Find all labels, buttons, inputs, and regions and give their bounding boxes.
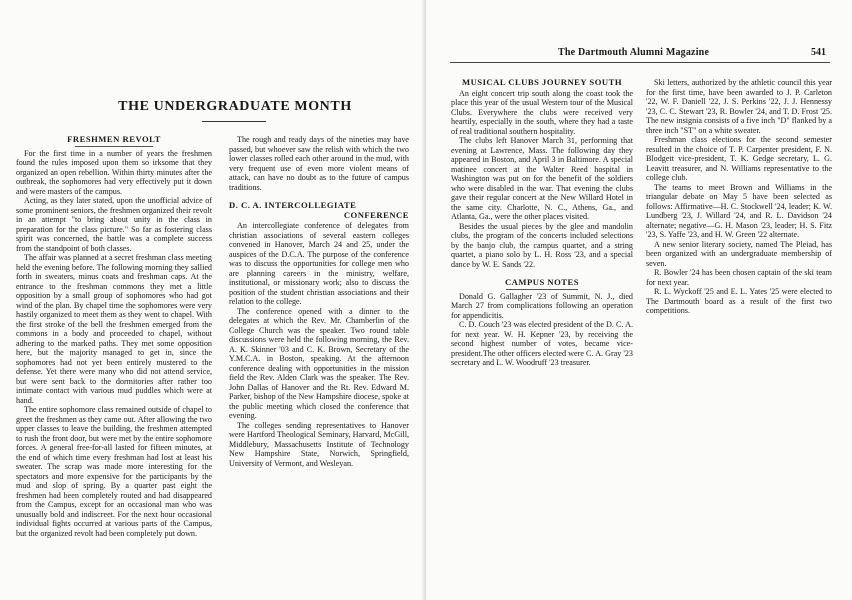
section-rule: [506, 289, 579, 290]
paragraph: Donald G. Gallagher '23 of Summit, N. J., died March 27 from complications following an operation for appendicitis.: [451, 291, 633, 320]
column-1: [16, 135, 212, 538]
paragraph: Acting, as they later stated, upon the unofficial advice of some prominent seniors, the freshmen organized their revolt in an attempt "to bring about unity in the class in preparation for the class picture." So far as fostering class spirit was concerned, the battle was a complete success from the standpoint of both classes.: [16, 196, 212, 253]
paragraph: The entire sophomore class remained outside of chapel to greet the freshmen as they came out. After allowing the two upper classes to leave the building, the freshmen attempted to rush the front door, but were met by the entire sophomore forces. A general free-for-all lasted for fifteen minutes, at the end of which time every freshman had lost at least his sweater. The scrap was made more interesting for the spectators and more expensive for the participants by the mud and slop of spring. By a quarter past eight the freshmen had been completely routed and had disappeared from the Campus, except for an occasional man who was unusually bold and indiscreet. For the next hour occasional individual fights occurred at various parts of the Campus, but the organized revolt had been completely put down.: [16, 405, 212, 538]
paragraph: Ski letters, authorized by the athletic council this year for the first time, have been awarded to J. P. Carleton '22, W. F. Daniell '22, J. S. Perkins '22, J. J. Hennessy '23, C. C. Stewart '23, R. Bowler '24, and T. D. Frost '25. The new insignia consists of a five inch "D" flanked by a three inch "ST" on a white sweater.: [646, 78, 832, 135]
page-title: THE UNDERGRADUATE MONTH: [118, 99, 352, 114]
paragraph: An eight concert trip south along the coast took the place this year of the usual Western tour of the Musical Clubs. Everywhere the clubs were received very heartily, especially in the south, where they had a taste of real traditional southern hospitality.: [451, 88, 633, 136]
section-heading-freshmen-revolt: FRESHMEN REVOLT: [67, 134, 161, 144]
section-rule: [75, 146, 153, 147]
running-head: The Dartmouth Alumni Magazine: [558, 47, 710, 58]
column-4: [646, 78, 832, 316]
section-heading-campus-notes: CAMPUS NOTES: [504, 277, 580, 287]
paragraph: For the first time in a number of years the freshmen found the rules imposed upon them so irksome that they organized an open rebellion. Within thirty minutes after the outbreak, the sophomores had very effectively put it down and were masters of the campus.: [16, 148, 212, 196]
paragraph: C. D. Couch '23 was elected president of the D. C. A. for next year. W. H. Kepner '23, by receiving the second highest number of votes, became vice-president.The other officers elected were C. A. Gray '23 secretary and L. W. Woodruff '23 treasurer.: [451, 320, 633, 367]
paragraph: The rough and ready days of the nineties may have passed, but whoever saw the relish with which the two lower classes rolled each other around in the mud, with very frequent use of even more violent means of attack, can have no doubt as to the future of campus traditions.: [229, 135, 409, 192]
section-heading-musical-clubs: MUSICAL CLUBS JOURNEY SOUTH: [461, 77, 623, 87]
paragraph: Besides the usual pieces by the glee and mandolin clubs, the program of the concerts included selections by the banjo club, the campus quartet, and a string quartet, a piano solo by L. H. Ross '23, and a special dance by W. E. Sands '22.: [451, 221, 633, 269]
header-rule: [450, 62, 830, 63]
paragraph: The colleges sending representatives to Hanover were Hartford Theological Seminary, Harvard, McGill, Middlebury, Massachusetts Institute of Technology New Hampshire State, Norwich, Springfield, University of Vermont, and Wesleyan.: [229, 420, 409, 468]
paragraph: An intercollegiate conference of delegates from christian associations of several eastern colleges convened in Hanover, March 24 and 25, under the auspices of the D.C.A. The purpose of the conference was to discuss the opportunities for college men who are planning careers in the ministry, welfare, institutional, or missionary work; also to discuss the position of the student christian associations and their relation to the college.: [229, 221, 409, 306]
heading-line: D. C. A. INTERCOLLEGIATE: [229, 200, 357, 210]
page-number: 541: [811, 47, 826, 58]
column-2: [229, 135, 409, 468]
paragraph: The teams to meet Brown and Williams in the triangular debate on May 5 have been selected as follows: Affirmative—H. C. Stockwell '24, leader; K. W. Lundberg '23, J. Willard '24, and R. L. Davidson '24 alternate; negative—G. H. Mason '23, leader; H. S. Fitz '23, S. Yaffe '23, and H. W. Green '22 alternate.: [646, 182, 832, 239]
paragraph: The conference opened with a dinner to the delegates at which the Rev. Mr. Chamberlin of the College Church was the speaker. Two round table discussions were held the following morning, the Rev. A. K. Skinner '03 and C. K. Brown, Secretary of the Y.M.C.A. in Boston, speaking. At the afternoon conference dealing with opportunities in the mission field the Rev. Alden Clark was the speaker. The Rev. John Dallas of Hanover and the Rt. Rev. Edward M. Parker, bishop of the New Hampshire diocese, spoke at the public meeting which closed the conference that evening.: [229, 306, 409, 420]
paragraph: R. Bowler '24 has been chosen captain of the ski team for next year.: [646, 268, 832, 287]
paragraph: The affair was planned at a secret freshman class meeting held the evening before. The following morning they sallied forth in sweaters, minus coats and freshman caps. At the entrance to the freshman commons they met a little opposition by a small group of sophomores who had got wind of the plan. By chapel time the sophomores were very hastily organized to meet them as they went to chapel. With the first stroke of the bell the freshmen emerged from the commons in a body and proceeded to chapel, without adhering to the marked paths. They met some opposition here, but the majority managed to get in, since the sophomores had not yet been entirely mustered to the defense. Yet there were many who did not attend service, but were sent back to the dormitories after rather too intimate contact with various mud puddles which were at hand.: [16, 253, 212, 405]
heading-line: CONFERENCE: [343, 209, 409, 220]
paragraph: R. L. Wyckoff '25 and E. L. Yates '25 were elected to The Dartmouth board as a result of the first two competitions.: [646, 287, 832, 315]
paragraph: The clubs left Hanover March 31, performing that evening at Lawrence, Mass. The following day they appeared in Boston, and April 3 in Baltimore. A special matinee concert at the Walter Reed hospital in Washington was put on for the benefit of the soldiers who were disabled in the war. That evening the clubs gave their regular concert at the New Willard Hotel in the same city. Charlotte, N. C., Athens, Ga., and Atlanta, Ga., were the other places visited.: [451, 136, 633, 221]
column-3: [451, 78, 633, 368]
section-heading-dca: [229, 201, 409, 220]
paragraph: A new senior literary society, named The Pleiad, has been organized with an undergraduate membership of seven.: [646, 239, 832, 268]
paragraph: Freshman class elections for the second semester resulted in the choice of T. P. Carpenter president, F. N. Blodgett vice-president, T. K. Gedge secretary, L. G. Leavitt treasurer, and N. Williams representative to the college club.: [646, 135, 832, 182]
title-rule: [202, 121, 266, 122]
